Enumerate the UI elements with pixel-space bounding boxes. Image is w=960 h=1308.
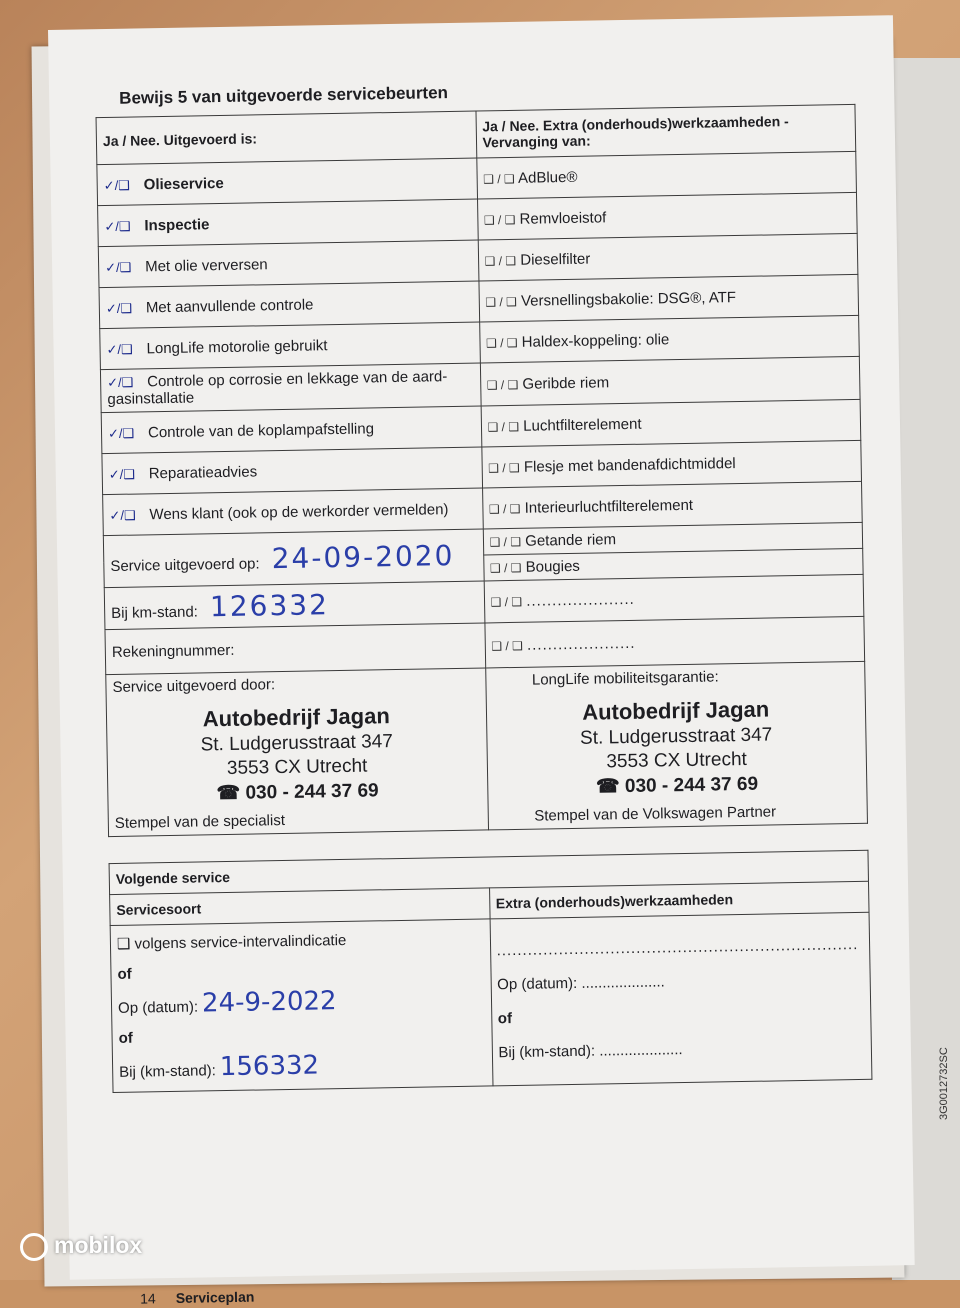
right-item: ❑ / ❑ Remvloeistof xyxy=(477,192,857,240)
right-item: ❑ / ❑ ..................... xyxy=(484,616,864,668)
right-item: ❑ / ❑ Luchtfilterelement xyxy=(481,399,861,447)
right-header: Ja / Nee. Extra (onderhouds)werkzaamheden - Vervanging van: xyxy=(475,104,855,158)
right-item: ❑ / ❑ Flesje met bandenafdichtmiddel xyxy=(481,440,861,488)
handwritten-date: 24-09-2020 xyxy=(271,538,455,576)
page-title: Bewijs 5 van uitgevoerde servicebeurten xyxy=(119,83,449,108)
right-item: ❑ / ❑ Versnellingsbakolie: DSG®, ATF xyxy=(478,274,858,322)
mobilox-watermark: mobilox xyxy=(20,1232,142,1261)
left-item: ✓/❑ Wens klant (ook op de werkorder vermelden) xyxy=(103,488,483,536)
service-rows xyxy=(97,151,862,535)
booklet-page xyxy=(48,15,915,1307)
left-item: ✓/❑ Controle van de koplampafstelling xyxy=(101,406,481,454)
check-mark-icon: ✓/❑ xyxy=(104,218,131,234)
left-item: ✓/❑ LongLife motorolie gebruikt xyxy=(100,322,480,370)
side-code: 3G0012732SC xyxy=(938,1047,950,1120)
left-item: ✓/❑ Met olie verversen xyxy=(98,240,478,288)
check-mark-icon: ✓/❑ xyxy=(105,259,132,275)
check-mark-icon: ✓/❑ xyxy=(106,341,133,357)
check-mark-icon: ✓/❑ xyxy=(103,177,131,193)
service-record-table xyxy=(96,104,868,837)
right-item: ❑ / ❑ Geribde riem xyxy=(480,356,860,406)
handwritten-km: 126332 xyxy=(209,588,330,624)
check-mark-icon: ✓/❑ xyxy=(107,374,134,391)
right-item: ❑ / ❑ Interieurluchtfilterelement xyxy=(482,481,862,529)
check-mark-icon: ✓/❑ xyxy=(108,466,136,482)
right-item: ❑ / ❑ Dieselfilter xyxy=(478,233,858,281)
page-footer: 14 Serviceplan xyxy=(140,1288,255,1307)
dealer-stamp-cell: Service uitgevoerd door: Autobedrijf Jagan St. Ludgerusstraat 347 3553 CX Utrecht ☎ 030 - 244 37 69 Stempel van de specialist xyxy=(106,668,488,837)
left-item: ✓/❑ Met aanvullende controle xyxy=(99,281,479,329)
right-item: ❑ / ❑ ..................... xyxy=(484,574,864,623)
left-item: ✓/❑ Reparatieadvies xyxy=(102,447,482,495)
next-service-right: ...................................................................... Op (datum): .................... of Bij (km-stand): .................... xyxy=(490,912,872,1086)
left-item: ✓/❑ Controle op corrosie en lekkage van de aard-gasinstallatie xyxy=(100,363,480,413)
account-cell: Rekeningnummer: xyxy=(105,623,485,675)
left-item: ✓/❑ Inspectie xyxy=(98,199,478,247)
partner-stamp-cell: LongLife mobiliteitsgarantie: Autobedrijf Jagan St. Ludgerusstraat 347 3553 CX Utrecht ☎ 030 - 244 37 69 Stempel van de Volkswagen Partner xyxy=(485,661,867,830)
right-item: ❑ / ❑ Getande riem xyxy=(483,522,863,555)
mobilox-logo-icon xyxy=(20,1233,48,1261)
next-service-left: ❑ volgens service-intervalindicatie of Op (datum): 24-9-2022 of Bij (km-stand): 156332 xyxy=(110,919,492,1093)
dealer-stamp: Autobedrijf Jagan St. Ludgerusstraat 347 3553 CX Utrecht ☎ 030 - 244 37 69 xyxy=(200,703,394,805)
partner-stamp: Autobedrijf Jagan St. Ludgerusstraat 347 3553 CX Utrecht ☎ 030 - 244 37 69 xyxy=(579,696,773,798)
handwritten-next-date: 24-9-2022 xyxy=(201,986,337,1019)
check-mark-icon: ✓/❑ xyxy=(109,507,136,523)
next-service-table: Volgende service Servicesoort Extra (onderhouds)werkzaamheden ❑ volgens service-intervalindicatie of Op (datum): 24-9-2022 of Bij (km-stand): 156332 ...................................................................... Op (datum): .................... of Bij (km-stand): .................... xyxy=(109,850,873,1093)
check-mark-icon: ✓/❑ xyxy=(107,425,135,441)
right-item: ❑ / ❑ Haldex-koppeling: olie xyxy=(479,315,859,363)
right-item: ❑ / ❑ Bougies xyxy=(483,548,863,581)
left-item: ✓/❑ Olieservice xyxy=(97,158,477,206)
right-item: ❑ / ❑ AdBlue® xyxy=(476,151,856,199)
km-cell: Bij km-stand: 126332 xyxy=(104,581,484,630)
service-date-cell: Service uitgevoerd op: 24-09-2020 xyxy=(103,529,483,588)
left-header: Ja / Nee. Uitgevoerd is: xyxy=(96,111,476,165)
page-content xyxy=(95,76,872,1093)
check-mark-icon: ✓/❑ xyxy=(105,300,133,316)
handwritten-next-km: 156332 xyxy=(219,1050,320,1083)
